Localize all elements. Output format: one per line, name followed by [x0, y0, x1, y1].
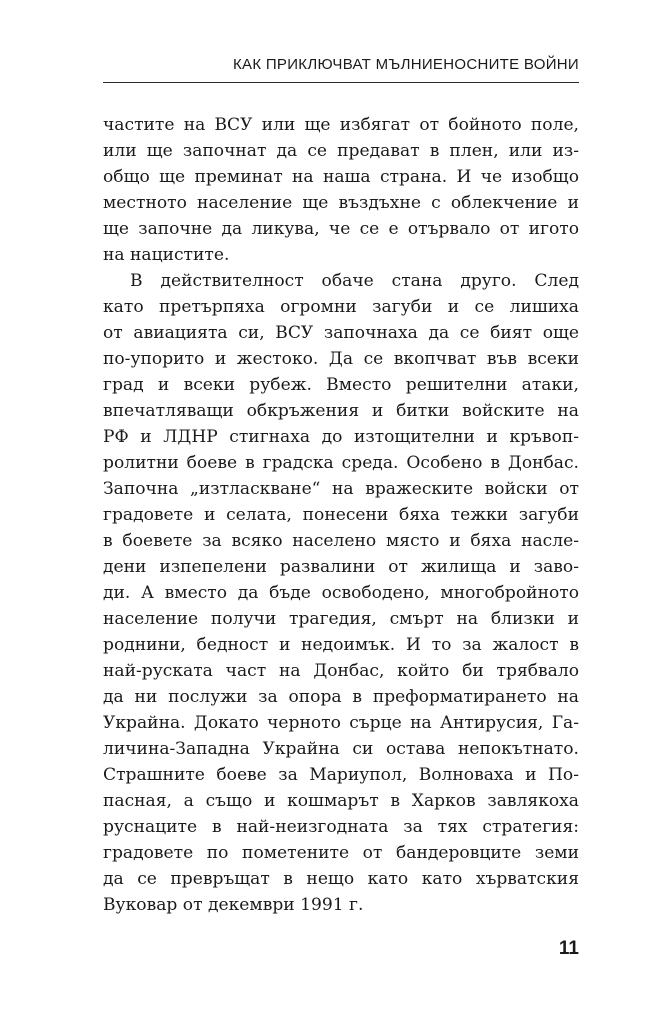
text-line: ще започне да ликува, че се е отървало от игото	[103, 219, 579, 239]
text-line: Украйна. Докато черното сърце на Антирусия, Га-	[103, 713, 579, 733]
text-line: местното население ще въздъхне с облекчение и	[103, 193, 579, 213]
text-line: ди. А вместо да бъде освободено, многобройното	[103, 583, 579, 603]
text-line: общо ще преминат на наша страна. И че изобщо	[103, 167, 579, 187]
text-line: Започна „изтласкване“ на вражеските войски от	[103, 479, 579, 499]
text-line: градовете и селата, понесени бяха тежки загуби	[103, 505, 579, 525]
text-line: Вуковар от декември 1991 г.	[103, 895, 364, 915]
text-line: впечатляващи обкръжения и битки войските на	[103, 401, 579, 421]
text-line: дени изпепелени развалини от жилища и заво-	[103, 557, 579, 577]
text-line: да се превръщат в нещо като като хърватския	[103, 869, 579, 889]
text-line: частите на ВСУ или ще избягат от бойното поле,	[103, 115, 579, 135]
text-line: да ни послужи за опора в преформатирането на	[103, 687, 579, 707]
text-line: роднини, бедност и недоимък. И то за жалост в	[103, 635, 579, 655]
text-line: в боевете за всяко населено място и бяха насле-	[103, 531, 579, 551]
text-line: от авиацията си, ВСУ започнаха да се бият още	[103, 323, 579, 343]
text-line: градовете по пометените от бандеровците земи	[103, 843, 579, 863]
page-number: 11	[558, 938, 579, 959]
paragraph	[103, 268, 579, 918]
text-line: по-упорито и жестоко. Да се вкопчват във всеки	[103, 349, 579, 369]
running-header	[103, 56, 579, 83]
text-line: ролитни боеве в градска среда. Особено в Донбас.	[103, 453, 579, 473]
paragraph	[103, 112, 579, 268]
text-line: най-руската част на Донбас, който би трябвало	[103, 661, 579, 681]
text-line: или ще започнат да се предават в плен, или из-	[103, 141, 579, 161]
body-text	[103, 112, 579, 918]
running-title: КАК ПРИКЛЮЧВАТ МЪЛНИЕНОСНИТЕ ВОЙНИ	[232, 56, 579, 73]
text-line: като претърпяха огромни загуби и се лишиха	[103, 297, 579, 317]
text-line: Страшните боеве за Мариупол, Волноваха и По-	[103, 765, 579, 785]
text-line: РФ и ЛДНР стигнаха до изтощителни и кръвоп-	[103, 427, 579, 447]
text-line: личина-Западна Украйна си остава непокътнато.	[103, 739, 579, 759]
text-line: на нацистите.	[103, 245, 230, 265]
text-line: население получи трагедия, смърт на близки и	[103, 609, 579, 629]
text-line: В действителност обаче стана друго. След	[130, 271, 579, 291]
text-line: руснаците в най-неизгодната за тях стратегия:	[103, 817, 579, 837]
text-line: пасная, а също и кошмарът в Харков завлякоха	[103, 791, 579, 811]
text-line: град и всеки рубеж. Вместо решителни атаки,	[103, 375, 579, 395]
